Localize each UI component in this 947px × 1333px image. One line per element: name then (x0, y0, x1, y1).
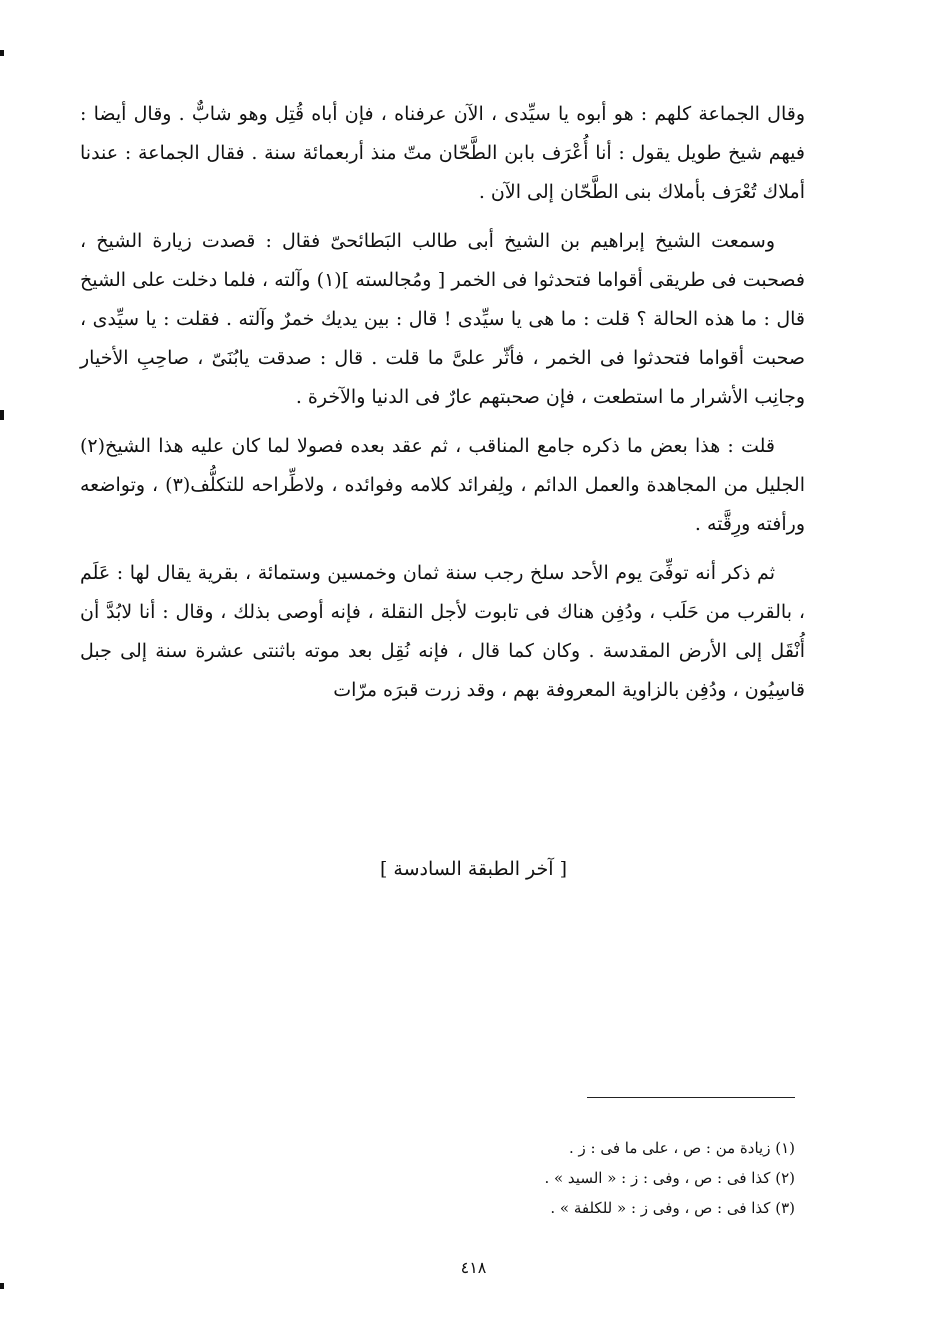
footnotes (400, 1133, 795, 1223)
paragraph-2: وسمعت الشيخ إبراهيم بن الشيخ أبى طالب البَطائحىّ فقال : قصدت زيارة الشيخ ، فصحبت فى طريقى أقواما فتحدثوا فى الخمر [ ومُجالسته ](١) وآلته ، فلما دخلت على الشيخ قال : ما هذه الحالة ؟ قلت : ما هى يا سيِّدى ! قال : بين يديك خمرٌ وآلته . فقلت : يا سيِّدى ، صحبت أقواما فتحدثوا فى الخمر ، فأثّر علىَّ ما قلت . قال : صدقت يابُنَىّ ، صاحِبِ الأخيار وجانِب الأشرار ما استطعت ، فإن صحبتهم عارٌ فى الدنيا والآخرة . (80, 230, 805, 408)
scan-edge-mark-bottom (0, 1283, 4, 1289)
page-number: ٤١٨ (460, 1258, 487, 1277)
footnote-3: (٣) كذا فى : ص ، وفى ز : « للكلفة » . (550, 1199, 795, 1217)
paragraph-3: قلت : هذا بعض ما ذكره جامع المناقب ، ثم عقد بعده فصولا لما كان عليه هذا الشيخ(٢) الجليل من المجاهدة والعمل الدائم ، ولِفرائد كلامه وفوائده ، ولاطِّراحه للتكلُّف(٣) ، وتواضعه ورأفته ورِقَّته . (80, 435, 805, 535)
paragraph-1: وقال الجماعة كلهم : هو أبوه يا سيِّدى ، الآن عرفناه ، فإن أباه قُتِل وهو شابٌّ . وقال أيضا : فيهم شيخ طويل يقول : أنا أُعْرَف بابن الطَّحّان متّ منذ أربعمائة سنة . فقال الجماعة : عندنا أملاك تُعْرَف بأملاك بنى الطَّحّان إلى الآن . (80, 103, 805, 203)
footnote-2: (٢) كذا فى : ص ، وفى : ز : « السيد » . (544, 1169, 795, 1187)
paragraph-4: ثم ذكر أنه توفِّىَ يوم الأحد سلخ رجب سنة ثمان وخمسين وستمائة ، بقرية يقال لها : عَلَم ، بالقرب من حَلَب ، ودُفِن هناك فى تابوت لأجل النقلة ، فإنه أوصى بذلك ، وقال : أنا لابُدَّ أن أُنْقَل إلى الأرض المقدسة . وكان كما قال ، فإنه نُقِل بعد موته باثنتى عشرة سنة إلى جبل قاسِيُون ، ودُفِن بالزاوية المعروفة بهم ، وقد زرت قبرَه مرّات (80, 562, 805, 701)
footnote-divider (587, 1097, 795, 1098)
scan-edge-mark-middle (0, 410, 4, 420)
section-end-heading: [ آخر الطبقة السادسة ] (379, 858, 568, 880)
footnote-1: (١) زيادة من : ص ، على ما فى : ز . (569, 1139, 795, 1157)
scan-edge-mark-top (0, 50, 4, 56)
main-text (80, 95, 805, 720)
